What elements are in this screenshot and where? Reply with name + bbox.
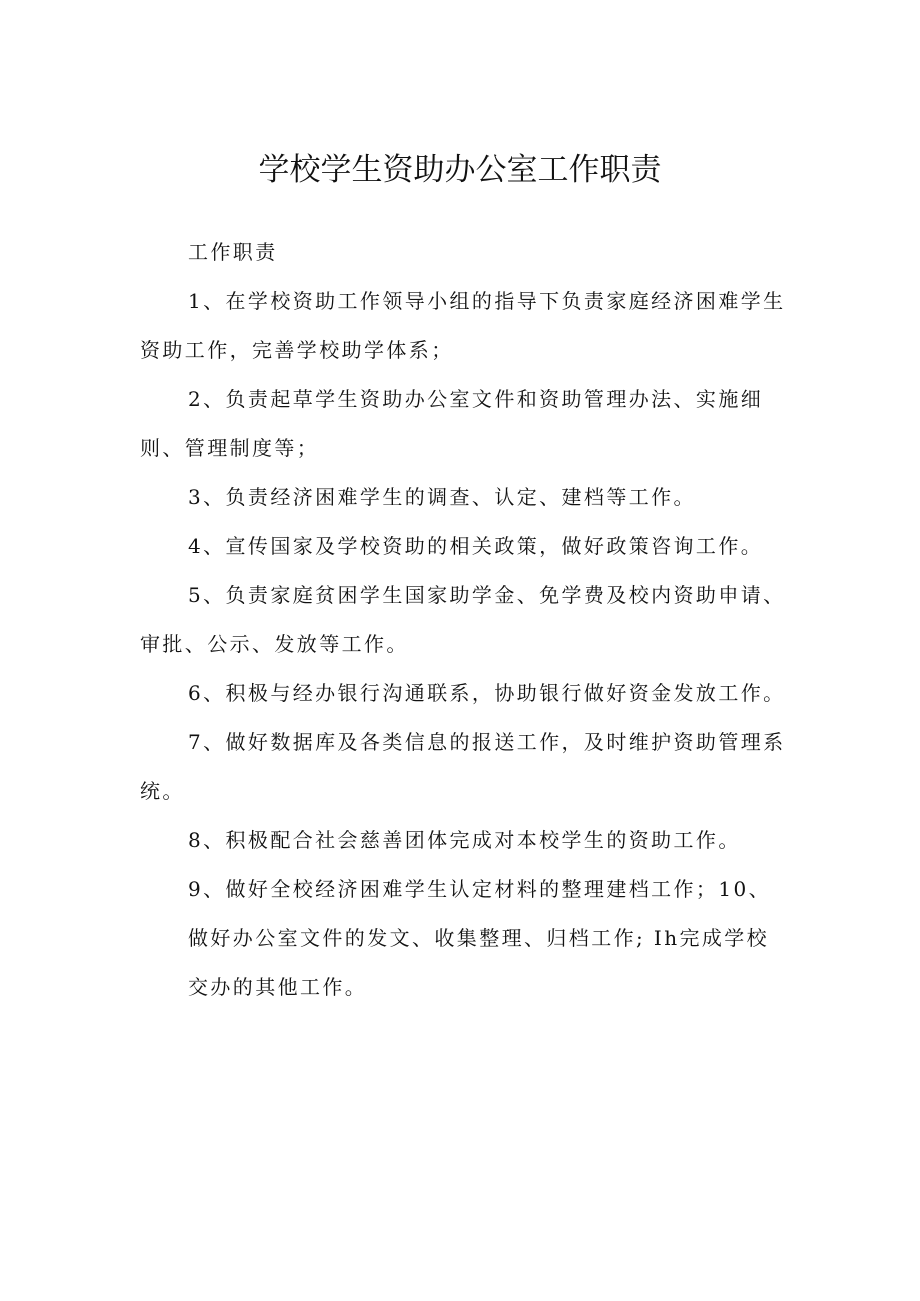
section-heading: 工作职责 (188, 240, 278, 264)
document-title: 学校学生资助办公室工作职责 (258, 152, 662, 188)
duty-item-10-line-1: 做好办公室文件的发文、收集整理、归档工作; Ih完成学校 (188, 926, 770, 950)
duty-item-6: 6、积极与经办银行沟通联系，协助银行做好资金发放工作。 (188, 681, 786, 705)
duty-item-5: 5、负责家庭贫困学生国家助学金、免学费及校内资助申请、审批、公示、发放等工作。 (140, 583, 786, 656)
duty-item-3: 3、负责经济困难学生的调查、认定、建档等工作。 (188, 485, 696, 509)
duty-item-2: 2、负责起草学生资助办公室文件和资助管理办法、实施细则、管理制度等； (140, 387, 764, 460)
duty-item-10-line-2: 交办的其他工作。 (188, 975, 368, 999)
duty-item-7: 7、做好数据库及各类信息的报送工作，及时维护资助管理系统。 (140, 730, 786, 803)
duty-item-4: 4、宣传国家及学校资助的相关政策，做好政策咨询工作。 (188, 534, 764, 558)
document-body (140, 228, 790, 1012)
duty-item-8: 8、积极配合社会慈善团体完成对本校学生的资助工作。 (188, 828, 741, 852)
duty-item-1: 1、在学校资助工作领导小组的指导下负责家庭经济困难学生资助工作，完善学校助学体系； (140, 289, 786, 362)
duty-item-9: 9、做好全校经济困难学生认定材料的整理建档工作；10、 (188, 877, 771, 901)
